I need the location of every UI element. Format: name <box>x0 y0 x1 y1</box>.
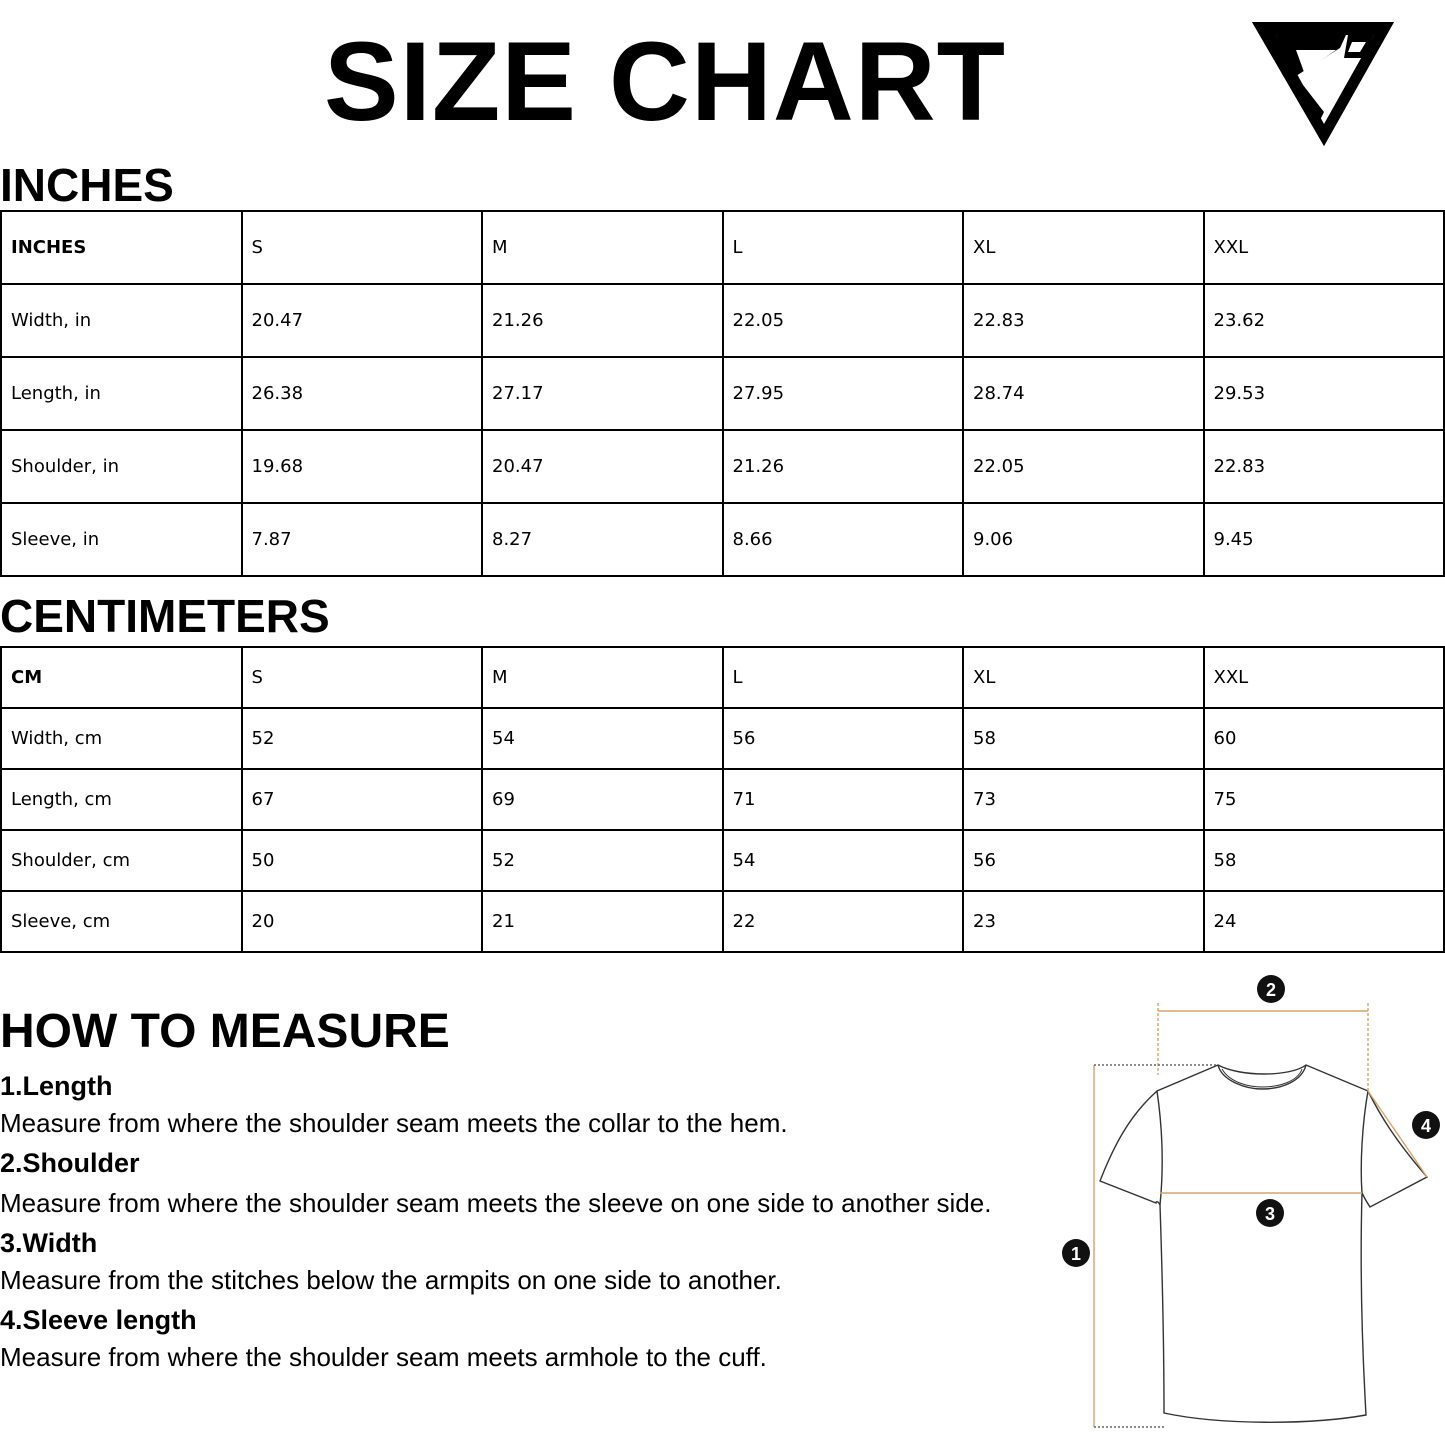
table-cell: 58 <box>1204 830 1445 891</box>
table-header-cell: XL <box>963 211 1204 284</box>
table-cell: 20.47 <box>482 430 723 503</box>
table-cell: 50 <box>242 830 483 891</box>
table-header-cell: L <box>723 211 964 284</box>
table-cell: 26.38 <box>242 357 483 430</box>
table-cell: 58 <box>963 708 1204 769</box>
table-header-cell: M <box>482 211 723 284</box>
table-row <box>1 891 1444 952</box>
inches-size-table <box>0 210 1445 577</box>
table-header-cell: XL <box>963 647 1204 708</box>
table-cell: 7.87 <box>242 503 483 576</box>
table-cell: 56 <box>723 708 964 769</box>
table-cell: 21.26 <box>723 430 964 503</box>
table-header-cell: INCHES <box>1 211 242 284</box>
row-label-cell: Width, in <box>1 284 242 357</box>
table-row <box>1 503 1444 576</box>
table-cell: 22.83 <box>1204 430 1445 503</box>
step-heading-width: 3.Width <box>0 1228 98 1258</box>
row-label-cell: Width, cm <box>1 708 242 769</box>
table-cell: 21.26 <box>482 284 723 357</box>
table-header-row <box>1 647 1444 708</box>
table-row <box>1 830 1444 891</box>
table-cell: 22.05 <box>723 284 964 357</box>
row-label-cell: Shoulder, cm <box>1 830 242 891</box>
table-cell: 24 <box>1204 891 1445 952</box>
table-cell: 8.66 <box>723 503 964 576</box>
brand-logo-icon <box>1248 20 1398 148</box>
row-label-cell: Length, in <box>1 357 242 430</box>
svg-text:4: 4 <box>1420 1116 1432 1136</box>
table-row <box>1 708 1444 769</box>
marker-1-icon <box>1062 1239 1090 1267</box>
table-cell: 9.45 <box>1204 503 1445 576</box>
table-cell: 19.68 <box>242 430 483 503</box>
step-text-sleeve-length: Measure from where the shoulder seam meets armhole to the cuff. <box>0 1342 767 1372</box>
step-text-length: Measure from where the shoulder seam meets the collar to the hem. <box>0 1108 788 1138</box>
table-header-cell: L <box>723 647 964 708</box>
centimeters-size-table <box>0 646 1445 953</box>
step-heading-length: 1.Length <box>0 1071 113 1101</box>
table-cell: 75 <box>1204 769 1445 830</box>
page-title: SIZE CHART <box>324 19 1006 144</box>
table-cell: 21 <box>482 891 723 952</box>
table-cell: 52 <box>242 708 483 769</box>
table-header-cell: M <box>482 647 723 708</box>
table-cell: 8.27 <box>482 503 723 576</box>
table-cell: 52 <box>482 830 723 891</box>
table-row <box>1 284 1444 357</box>
table-cell: 27.95 <box>723 357 964 430</box>
step-text-width: Measure from the stitches below the armpits on one side to another. <box>0 1265 782 1295</box>
table-header-cell: XXL <box>1204 647 1445 708</box>
table-cell: 22.05 <box>963 430 1204 503</box>
marker-4-icon <box>1412 1111 1440 1139</box>
table-header-cell: S <box>242 211 483 284</box>
table-header-cell: S <box>242 647 483 708</box>
table-cell: 22 <box>723 891 964 952</box>
svg-text:3: 3 <box>1264 1204 1276 1224</box>
table-cell: 27.17 <box>482 357 723 430</box>
table-cell: 67 <box>242 769 483 830</box>
inches-section-title: INCHES <box>0 159 174 211</box>
step-heading-shoulder: 2.Shoulder <box>0 1148 140 1178</box>
table-cell: 20.47 <box>242 284 483 357</box>
table-header-cell: CM <box>1 647 242 708</box>
row-label-cell: Sleeve, cm <box>1 891 242 952</box>
row-label-cell: Shoulder, in <box>1 430 242 503</box>
table-cell: 28.74 <box>963 357 1204 430</box>
table-cell: 56 <box>963 830 1204 891</box>
table-cell: 71 <box>723 769 964 830</box>
table-header-row <box>1 211 1444 284</box>
table-cell: 23.62 <box>1204 284 1445 357</box>
row-label-cell: Length, cm <box>1 769 242 830</box>
step-text-shoulder: Measure from where the shoulder seam meets the sleeve on one side to another side. <box>0 1188 992 1218</box>
table-cell: 23 <box>963 891 1204 952</box>
table-cell: 9.06 <box>963 503 1204 576</box>
svg-text:1: 1 <box>1070 1244 1082 1264</box>
row-label-cell: Sleeve, in <box>1 503 242 576</box>
tshirt-outline-icon <box>1100 1065 1427 1422</box>
tshirt-measure-diagram <box>1050 965 1445 1445</box>
svg-text:2: 2 <box>1265 980 1277 1000</box>
table-cell: 29.53 <box>1204 357 1445 430</box>
how-to-measure-title: HOW TO MEASURE <box>0 1005 450 1058</box>
table-cell: 20 <box>242 891 483 952</box>
marker-2-icon <box>1257 975 1285 1003</box>
table-row <box>1 430 1444 503</box>
table-header-cell: XXL <box>1204 211 1445 284</box>
centimeters-section-title: CENTIMETERS <box>0 590 330 642</box>
table-cell: 69 <box>482 769 723 830</box>
step-heading-sleeve-length: 4.Sleeve length <box>0 1305 197 1335</box>
table-cell: 54 <box>723 830 964 891</box>
table-cell: 73 <box>963 769 1204 830</box>
table-row <box>1 357 1444 430</box>
marker-3-icon <box>1256 1199 1284 1227</box>
table-row <box>1 769 1444 830</box>
table-cell: 22.83 <box>963 284 1204 357</box>
table-cell: 60 <box>1204 708 1445 769</box>
table-cell: 54 <box>482 708 723 769</box>
